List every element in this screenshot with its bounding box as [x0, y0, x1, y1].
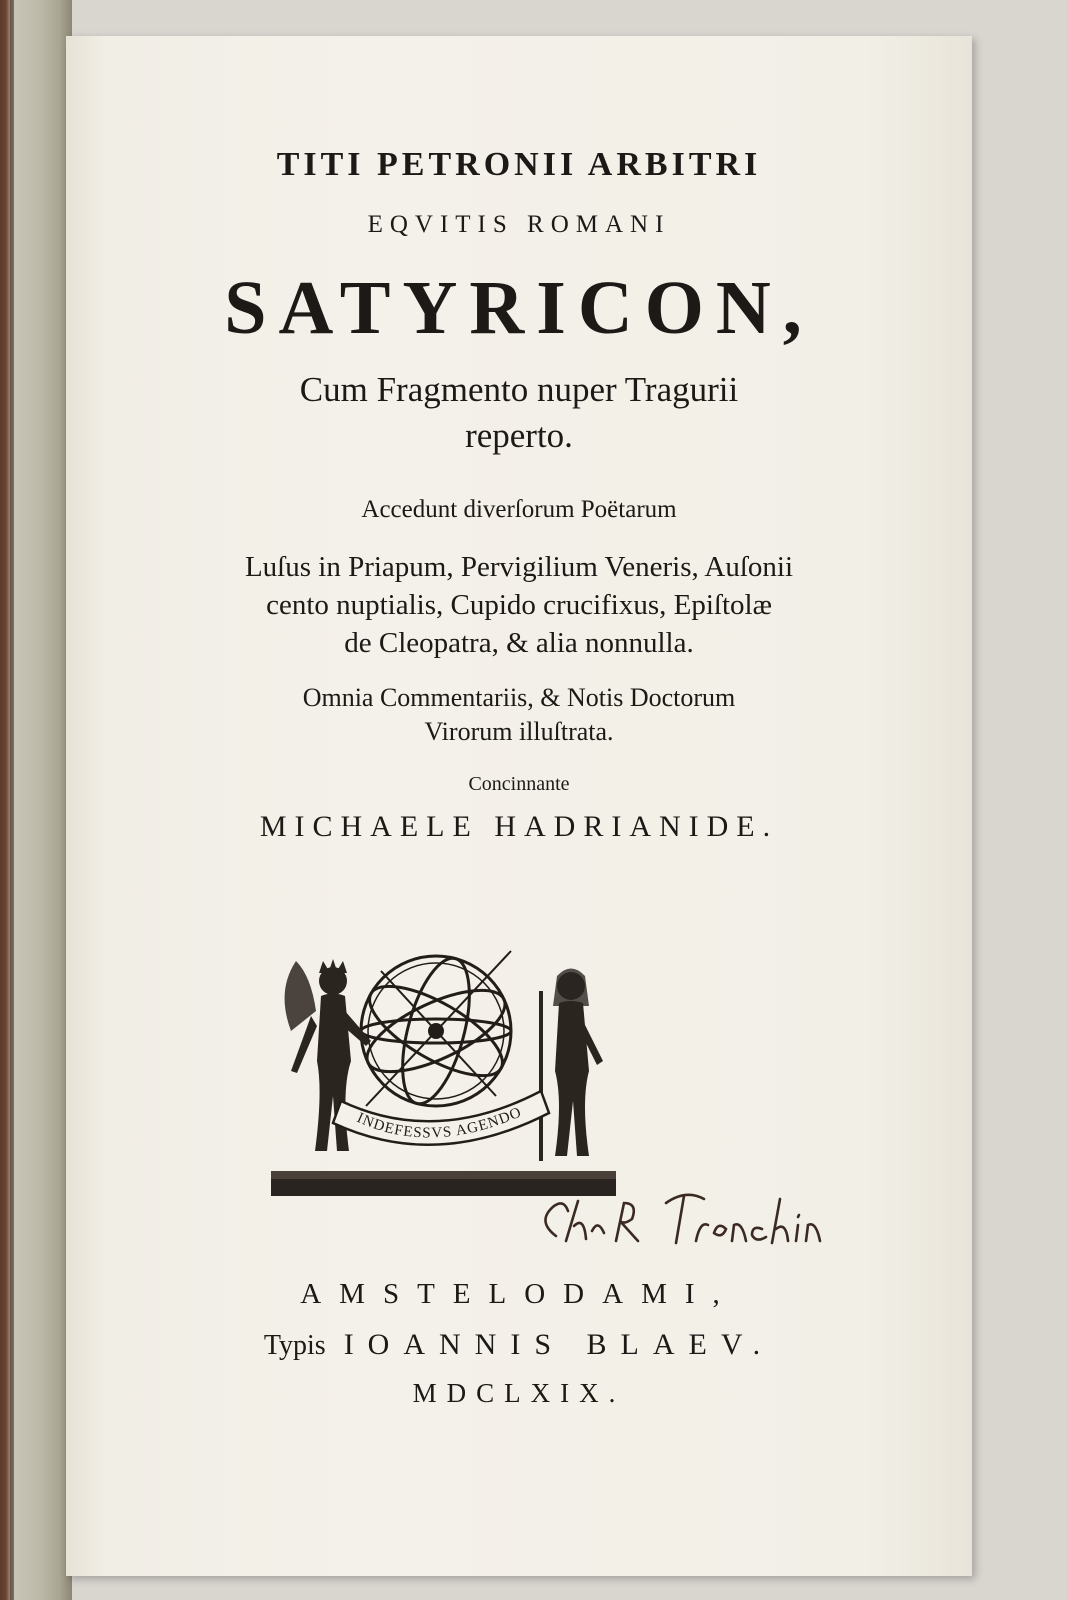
armillary-sphere-icon [271, 931, 616, 1201]
printers-device-emblem [271, 931, 616, 1206]
typis-label: Typis [263, 1330, 326, 1361]
binding-edge [10, 0, 14, 1600]
printer-name: IOANNIS BLAEV. [343, 1328, 775, 1361]
imprint-place: AMSTELODAMI, [300, 1278, 738, 1310]
author-line: TITI PETRONII ARBITRI [276, 146, 762, 183]
subtitle-line-2: reperto. [465, 416, 573, 455]
work-title: SATYRICON, [224, 266, 814, 350]
accedunt-line: Accedunt diverſorum Poëtarum [361, 496, 677, 523]
owner-signature [526, 1181, 826, 1261]
commentary-line-2: Virorum illuſtrata. [424, 717, 614, 746]
emblem-motto: INDEFESSVS AGENDO [354, 1104, 525, 1142]
rank-line: EQVITIS ROMANI [367, 211, 671, 238]
handwritten-signature-icon [526, 1181, 826, 1261]
imprint-year: MDCLXIX. [412, 1378, 626, 1408]
imprint-printer-line [66, 1328, 972, 1362]
contents-line-3: de Cleopatra, & alia nonnulla. [344, 627, 694, 659]
commentary-line-1: Omnia Commentariis, & Notis Doctorum [302, 683, 736, 712]
contents-line-2: cento nuptialis, Cupido crucifixus, Epiſtolæ [266, 589, 772, 621]
subtitle-line-1: Cum Fragmento nuper Tragurii [299, 370, 739, 409]
title-page [66, 36, 972, 1576]
editor-name: MICHAELE HADRIANIDE. [259, 810, 779, 843]
contents-line-1: Luſus in Priapum, Pervigilium Veneris, Auſonii [244, 551, 794, 583]
concinnante-line: Concinnante [468, 773, 570, 795]
